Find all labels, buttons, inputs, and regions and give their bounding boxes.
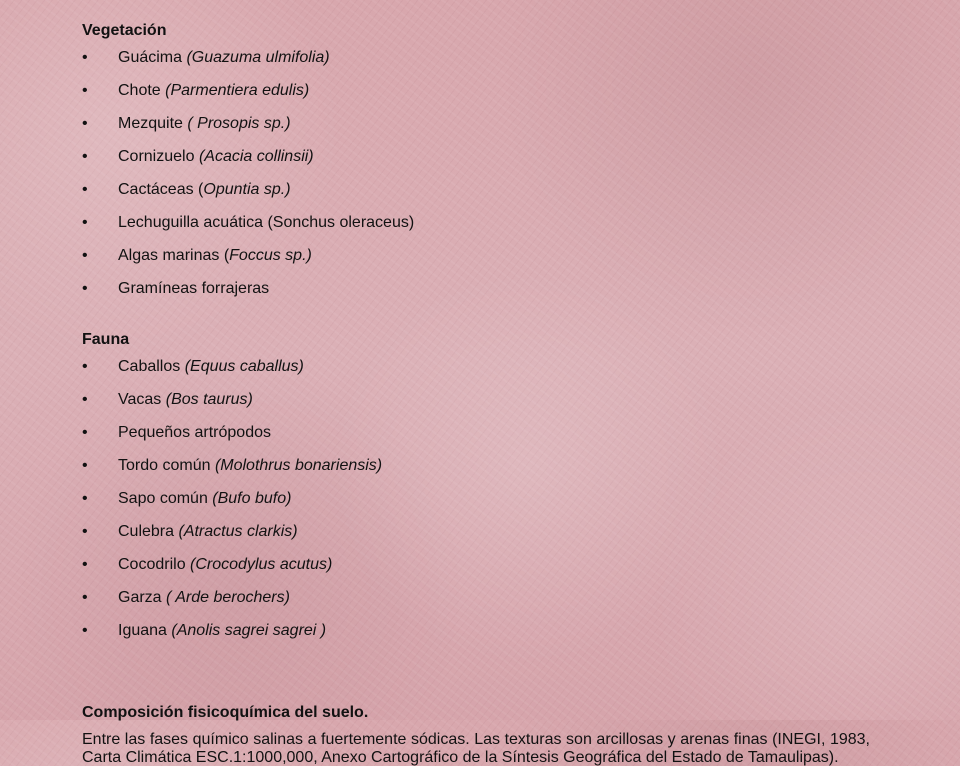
common-name: Lechuguilla acuática (Sonchus oleraceus) (118, 213, 415, 231)
soil-paragraph: Entre las fases químico salinas a fuertemente sódicas. Las texturas son arcillosas y arenas finas (INEGI, 1983, Carta Climática ESC.1:1000,000, Anexo Cartográfico de la Síntesis Geográfica del Estado de Tamaulipas). (82, 731, 870, 766)
bullet-icon: • (82, 357, 88, 375)
vegetation-heading: Vegetación (82, 22, 167, 39)
bullet-icon: • (82, 114, 88, 132)
list-item (82, 449, 870, 482)
scientific-name: (Crocodylus acutus) (190, 555, 333, 573)
common-name: Pequeños artrópodos (118, 423, 271, 441)
item-text (118, 246, 312, 266)
bullet-icon: • (82, 48, 88, 66)
scientific-name: (Atractus clarkis) (178, 522, 298, 540)
item-text (118, 423, 271, 443)
item-text (118, 555, 332, 575)
bullet-icon: • (82, 180, 88, 198)
bullet-icon: • (82, 213, 88, 231)
bullet-icon: • (82, 555, 88, 573)
list-item (82, 614, 870, 647)
list-item (82, 416, 870, 449)
common-name: Guácima (118, 48, 187, 66)
bullet-icon: • (82, 81, 88, 99)
bullet-icon: • (82, 246, 88, 264)
item-text (118, 81, 309, 101)
scientific-name: (Acacia collinsii) (198, 147, 314, 165)
fauna-list (82, 350, 870, 647)
bullet-icon: • (82, 147, 88, 165)
item-text (118, 456, 382, 476)
common-name: Culebra (118, 522, 179, 540)
common-name: Cornizuelo (118, 147, 199, 165)
scientific-name: Opuntia sp.) (203, 180, 291, 198)
item-text (118, 48, 330, 68)
bullet-icon: • (82, 489, 88, 507)
common-name: Algas marinas ( (118, 246, 230, 264)
common-name: Garza (118, 588, 167, 606)
item-text (118, 621, 326, 641)
common-name: Sapo común (118, 489, 213, 507)
scientific-name: (Anolis sagrei sagrei ) (171, 621, 327, 639)
list-item (82, 383, 870, 416)
spacer (82, 647, 870, 703)
item-text (118, 114, 291, 134)
scientific-name: (Bufo bufo) (212, 489, 292, 507)
list-item (82, 482, 870, 515)
bullet-icon: • (82, 456, 88, 474)
list-item (82, 140, 870, 173)
list-item (82, 548, 870, 581)
fauna-heading: Fauna (82, 331, 130, 348)
soil-heading: Composición fisicoquímica del suelo. (82, 704, 369, 721)
bullet-icon: • (82, 522, 88, 540)
list-item (82, 41, 870, 74)
common-name: Vacas (118, 390, 166, 408)
item-text (118, 357, 304, 377)
item-text (118, 279, 269, 299)
scientific-name: (Bos taurus) (165, 390, 253, 408)
item-text (118, 489, 291, 509)
item-text (118, 180, 291, 200)
scientific-name: (Guazuma ulmifolia) (186, 48, 330, 66)
common-name: Caballos (118, 357, 185, 375)
item-text (118, 588, 290, 608)
bullet-icon: • (82, 588, 88, 606)
list-item (82, 107, 870, 140)
common-name: Cactáceas ( (118, 180, 204, 198)
common-name: Chote (118, 81, 166, 99)
common-name: Iguana (118, 621, 172, 639)
common-name: Cocodrilo (118, 555, 191, 573)
bullet-icon: • (82, 423, 88, 441)
spacer (82, 305, 870, 330)
common-name: Mezquite (118, 114, 188, 132)
scientific-name: (Molothrus bonariensis) (214, 456, 383, 474)
common-name: Gramíneas forrajeras (118, 279, 270, 297)
vegetation-list (82, 41, 870, 305)
bullet-icon: • (82, 279, 88, 297)
scientific-name: (Parmentiera edulis) (165, 81, 310, 99)
list-item (82, 206, 870, 239)
list-item (82, 350, 870, 383)
item-text (118, 147, 314, 167)
item-text (118, 213, 414, 233)
list-item (82, 239, 870, 272)
list-item (82, 173, 870, 206)
bullet-icon: • (82, 390, 88, 408)
scientific-name: Foccus sp.) (229, 246, 312, 264)
bullet-icon: • (82, 621, 88, 639)
item-text (118, 390, 253, 410)
list-item (82, 74, 870, 107)
scientific-name: (Equus caballus) (184, 357, 304, 375)
content-area (82, 21, 870, 766)
scientific-name: ( Prosopis sp.) (187, 114, 291, 132)
scientific-name: ( Arde berochers) (166, 588, 290, 606)
common-name: Tordo común (118, 456, 215, 474)
item-text (118, 522, 298, 542)
list-item (82, 272, 870, 305)
list-item (82, 515, 870, 548)
list-item (82, 581, 870, 614)
